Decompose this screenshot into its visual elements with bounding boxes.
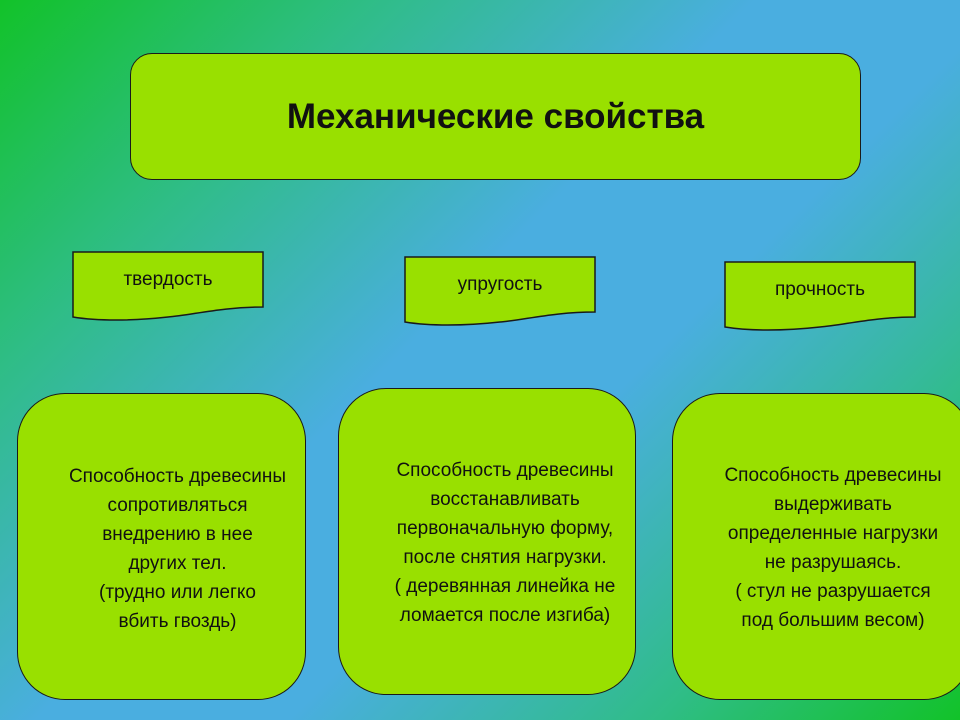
- description-line: восстанавливать: [430, 489, 580, 510]
- diagram-title: Механические свойства: [286, 96, 705, 136]
- description-text-elasticity: [360, 456, 650, 630]
- description-line: ломается после изгиба): [399, 605, 611, 626]
- description-line: ( стул не разрушается: [735, 581, 931, 602]
- description-line: Способность древесины: [68, 466, 287, 487]
- property-label-text: твердость: [123, 269, 213, 290]
- property-label-text: прочность: [774, 279, 866, 300]
- description-line: Способность древесины: [396, 460, 614, 481]
- property-label-strength: [724, 261, 916, 333]
- property-label-elasticity: [404, 256, 596, 328]
- description-text-strength: [693, 461, 960, 635]
- description-line: определенные нагрузки: [727, 523, 939, 544]
- description-text-hardness: [40, 462, 315, 636]
- description-line: внедрению в нее: [102, 524, 253, 545]
- description-line: не разрушаясь.: [764, 552, 902, 573]
- description-line: после снятия нагрузки.: [403, 547, 607, 568]
- title-box: [130, 53, 861, 180]
- description-line: Способность древесины: [724, 465, 942, 486]
- description-line: выдерживать: [774, 494, 892, 515]
- property-label-hardness: [72, 251, 264, 323]
- description-line: вбить гвоздь): [118, 611, 237, 632]
- description-line: ( деревянная линейка не: [394, 576, 616, 597]
- description-line: сопротивляться: [107, 495, 248, 516]
- description-line: (трудно или легко: [99, 582, 256, 603]
- description-line: под большим весом): [741, 610, 925, 631]
- description-line: первоначальную форму,: [396, 518, 614, 539]
- property-label-text: упругость: [457, 274, 543, 295]
- description-line: других тел.: [128, 553, 227, 574]
